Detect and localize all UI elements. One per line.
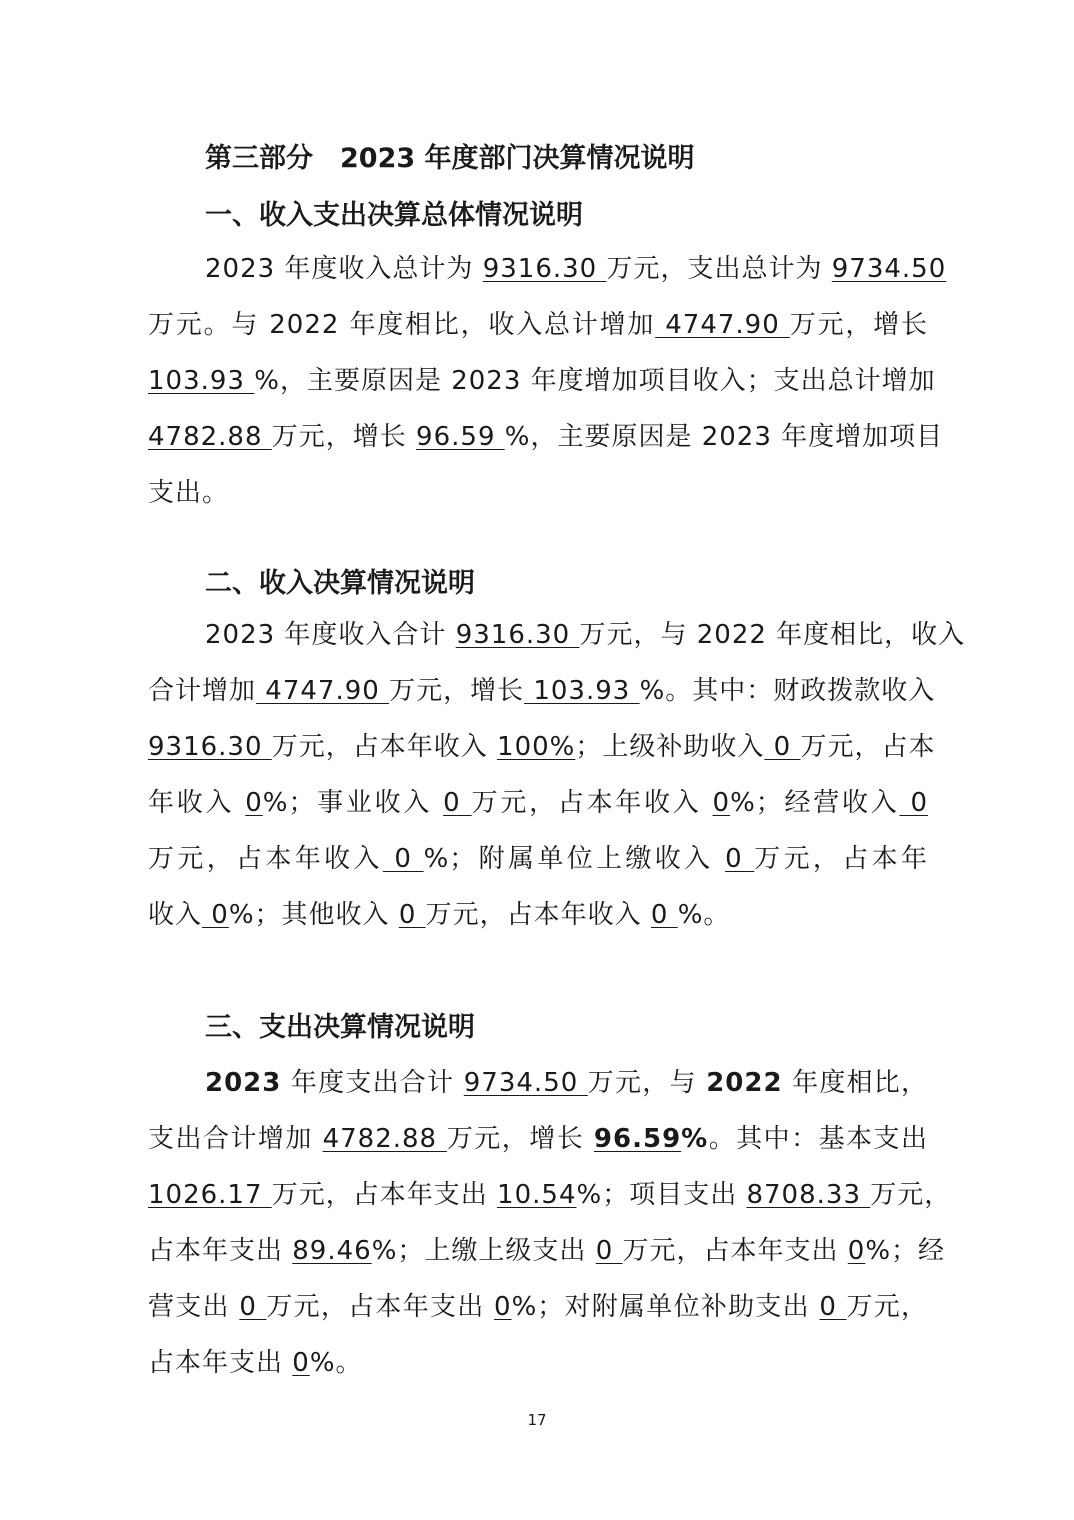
- text-segment: 万元，与: [587, 1068, 707, 1098]
- text-segment: 年度相比，: [782, 1068, 929, 1098]
- text-segment: 万元，占本年收入: [425, 900, 651, 930]
- underlined-value: 10.54: [497, 1180, 577, 1210]
- text-segment: 万元，占本年收入: [271, 732, 498, 762]
- underlined-value: 89.46: [292, 1236, 372, 1266]
- text-segment: ；上级补助收入: [575, 732, 765, 762]
- text-segment: %；项目支出: [576, 1180, 747, 1210]
- paragraph-line: [148, 297, 928, 353]
- text-segment: %；事业收入: [262, 788, 444, 818]
- paragraph-line: [148, 465, 928, 521]
- paragraph-line: [148, 1279, 928, 1335]
- text-segment: 支出。: [148, 478, 230, 508]
- text-segment: %；经: [865, 1236, 946, 1266]
- underlined-value: 0: [712, 788, 731, 818]
- text-segment: 万元，占本年支出: [266, 1292, 495, 1322]
- text-segment: 万元，占本年支出: [271, 1180, 498, 1210]
- text-segment: %；其他收入: [228, 900, 399, 930]
- text-segment: 2023 年度收入合计: [205, 620, 456, 650]
- paragraph-line: [148, 663, 936, 719]
- text-segment: 万元，占本年支出: [622, 1236, 848, 1266]
- underlined-value: 0: [764, 732, 801, 762]
- text-segment: %；经营收入: [730, 788, 900, 818]
- section2-heading: 二、收入决算情况说明: [205, 568, 475, 599]
- paragraph-line: [148, 1055, 928, 1111]
- text-segment: 万元，增长: [389, 676, 525, 706]
- text-segment: %。其中：财政拨款收入: [639, 676, 936, 706]
- text-segment: 合计增加: [148, 676, 257, 706]
- part-title: 第三部分 2023 年度部门决算情况说明: [205, 143, 695, 174]
- text-segment: 万元，占本年: [754, 844, 928, 874]
- text-segment: 支出合计增加: [148, 1124, 323, 1154]
- text-segment: %；上缴上级支出: [371, 1236, 596, 1266]
- underlined-value: 4747.90: [256, 676, 390, 706]
- text-segment: 万元。与 2022 年度相比，收入总计增加: [148, 310, 656, 340]
- text-segment: %；对附属单位补助支出: [511, 1292, 820, 1322]
- paragraph-line: [148, 241, 947, 297]
- underlined-value: 4782.88: [322, 1124, 447, 1154]
- page-number: 17: [527, 1411, 547, 1429]
- underlined-value: 9734.50: [831, 254, 947, 284]
- text-segment: 万元，占本年收入: [148, 844, 383, 874]
- text-segment: 万元，增长: [271, 422, 417, 452]
- text-segment: 万元，占本年收入: [471, 788, 713, 818]
- underlined-value: 9734.50: [463, 1068, 588, 1098]
- text-segment: 2023 年度收入总计为: [205, 254, 483, 284]
- underlined-value: 96.59: [593, 1124, 682, 1154]
- paragraph-line: [148, 1111, 928, 1167]
- underlined-value: 4747.90: [655, 310, 790, 340]
- text-segment: 万元，占本: [800, 732, 936, 762]
- text-segment: 万元，增长: [789, 310, 928, 340]
- text-segment: 营支出: [148, 1292, 240, 1322]
- underlined-value: 8708.33: [746, 1180, 871, 1210]
- underlined-value: 0: [847, 1236, 866, 1266]
- section1-paragraph: [148, 241, 947, 521]
- underlined-value: 96.59: [416, 422, 505, 452]
- paragraph-line: [148, 831, 928, 887]
- paragraph-line: [148, 409, 944, 465]
- underlined-value: 9316.30: [148, 732, 272, 762]
- underlined-value: 0: [202, 900, 229, 930]
- underlined-value: 9316.30: [455, 620, 580, 650]
- text-segment: %。: [677, 900, 731, 930]
- underlined-value: 1026.17: [148, 1180, 272, 1210]
- bold-text: 2022: [706, 1068, 783, 1098]
- underlined-value: 0: [650, 900, 678, 930]
- underlined-value: 103.93: [524, 676, 640, 706]
- text-segment: 万元，: [846, 1292, 929, 1322]
- text-segment: 收入: [148, 900, 203, 930]
- text-segment: %，主要原因是 2023 年度增加项目: [504, 422, 944, 452]
- underlined-value: 0: [595, 1236, 623, 1266]
- underlined-value: 0: [292, 1348, 310, 1378]
- section3-paragraph: [148, 1055, 952, 1391]
- underlined-value: 0: [239, 1292, 267, 1322]
- section2-paragraph: [148, 607, 966, 943]
- underlined-value: 4782.88: [148, 422, 272, 452]
- text-segment: 占本年支出: [148, 1236, 293, 1266]
- text-segment: 年收入: [148, 788, 246, 818]
- text-segment: %；附属单位上缴收入: [423, 844, 726, 874]
- paragraph-line: [148, 887, 928, 943]
- text-segment: 。其中：基本支出: [708, 1124, 929, 1154]
- text-segment: 万元，支出总计为: [606, 254, 832, 284]
- underlined-value: 0: [899, 788, 928, 818]
- text-segment: 万元，增长: [446, 1124, 594, 1154]
- text-segment: %，主要原因是 2023 年度增加项目收入；支出总计增加: [254, 366, 936, 396]
- paragraph-line: [148, 1335, 928, 1391]
- text-segment: 万元，: [870, 1180, 952, 1210]
- underlined-value: 103.93: [148, 366, 255, 396]
- text-segment: 年度支出合计: [281, 1068, 464, 1098]
- paragraph-line: [148, 719, 936, 775]
- underlined-value: 0: [382, 844, 424, 874]
- paragraph-line: [148, 775, 928, 831]
- section1-heading: 一、收入支出决算总体情况说明: [205, 200, 583, 231]
- bold-text: 2023: [205, 1068, 282, 1098]
- text-segment: 万元，与 2022 年度相比，收入: [579, 620, 966, 650]
- paragraph-line: [148, 353, 936, 409]
- underlined-value: 0: [725, 844, 755, 874]
- text-segment: %。: [309, 1348, 363, 1378]
- underlined-value: 9316.30: [482, 254, 607, 284]
- underlined-value: 0: [245, 788, 263, 818]
- underlined-value: 0: [443, 788, 472, 818]
- underlined-value: 0: [398, 900, 426, 930]
- bold-text: %: [681, 1124, 709, 1154]
- underlined-value: 0: [819, 1292, 847, 1322]
- underlined-value: 0: [494, 1292, 512, 1322]
- text-segment: 占本年支出: [148, 1348, 293, 1378]
- section3-heading: 三、支出决算情况说明: [205, 1012, 475, 1043]
- paragraph-line: [148, 1167, 952, 1223]
- underlined-value: 100%: [497, 732, 576, 762]
- paragraph-line: [148, 1223, 946, 1279]
- paragraph-line: [148, 607, 966, 663]
